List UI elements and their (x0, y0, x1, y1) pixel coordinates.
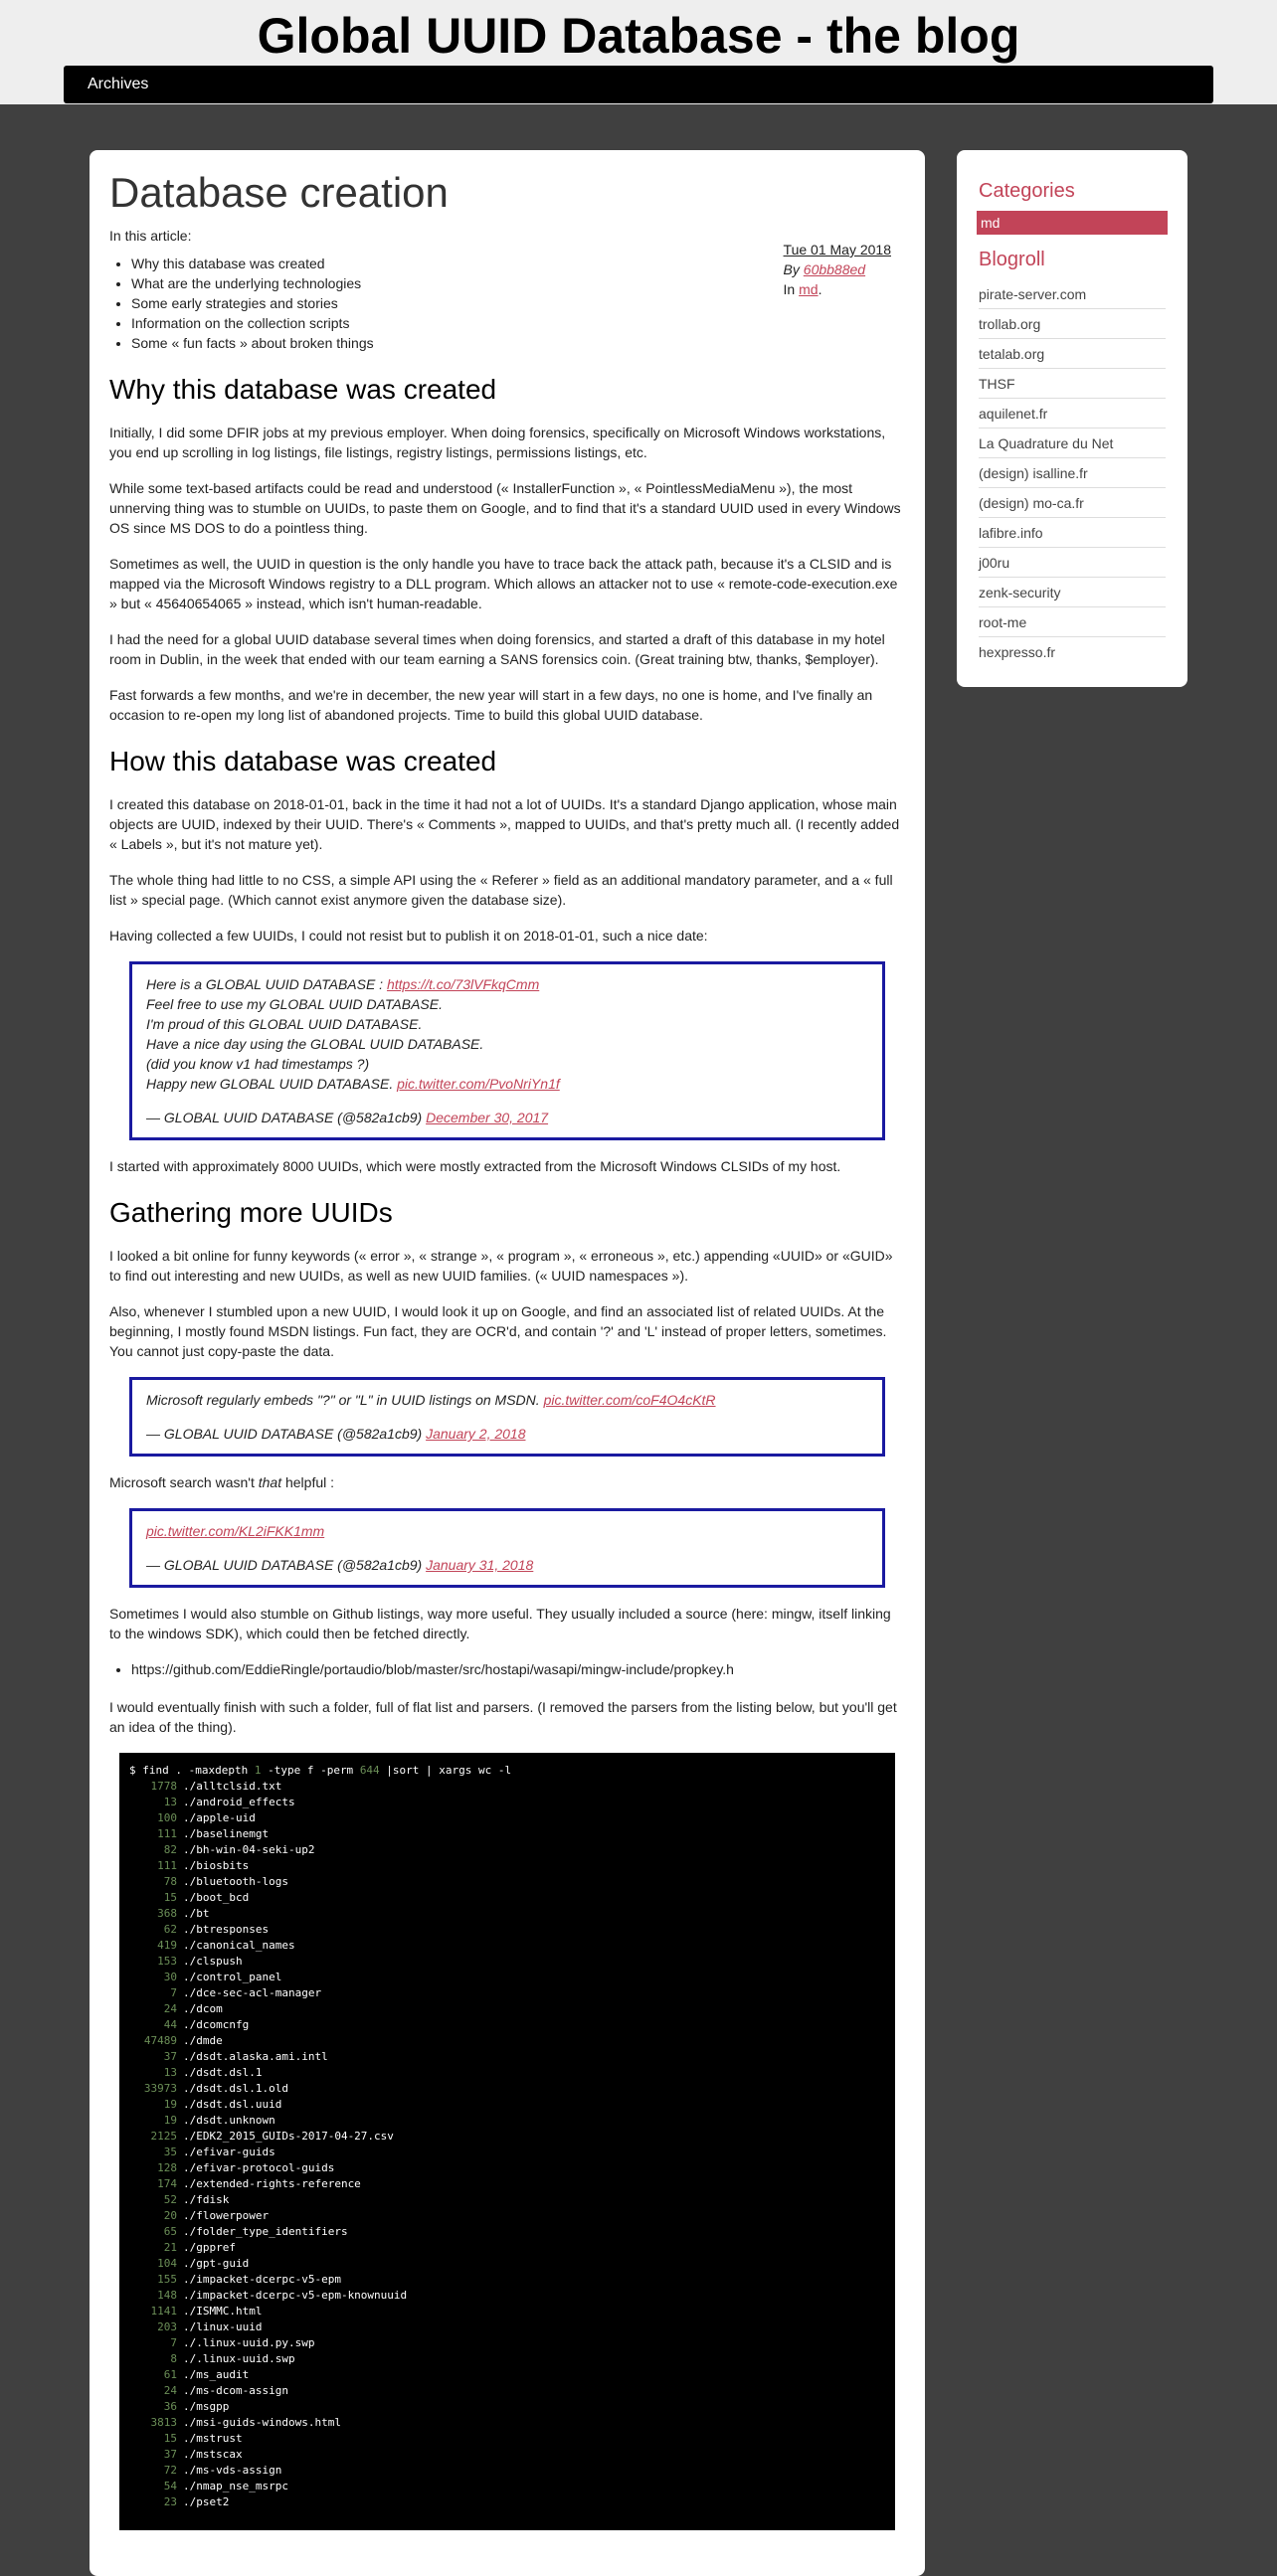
paragraph: I created this database on 2018-01-01, back in the time it had not a lot of UUIDs. It's a standard Django application, whose main objects are UUID, indexed by their UUID. There's « Comments », mapped to UUIDs, and that's pretty much all. (I recently added « Labels », but it's not mature yet). (109, 796, 900, 852)
code-line-file: ./fdisk (183, 2193, 230, 2206)
text: Microsoft search wasn't (109, 1474, 259, 1490)
code-line (129, 1955, 243, 1968)
code-line (129, 2495, 229, 2508)
tweet-line: Feel free to use my GLOBAL UUID DATABASE. (146, 996, 443, 1012)
code-line (129, 1923, 269, 1936)
tweet-text: Here is a GLOBAL UUID DATABASE : (146, 976, 387, 992)
code-line-count: 47489 (143, 2034, 177, 2047)
code-line (129, 2384, 288, 2397)
code-line-count: 7 (170, 2336, 177, 2349)
code-line-file: ./biosbits (183, 1859, 250, 1872)
code-line-count: 1141 (150, 2305, 177, 2318)
site-header (0, 0, 1277, 104)
toc-item: • Information on the collection scripts (131, 313, 905, 333)
paragraph: Fast forwards a few months, and we're in december, the new year will start in a few days, no one is home, and I've finally an occasion to re-open my long list of abandoned projects. Time to build this global UUID database. (109, 687, 873, 723)
code-line-file: ./dsdt.dsl.1 (183, 2066, 263, 2079)
code-line (129, 2098, 281, 2111)
code-line-count: 72 (163, 2464, 177, 2477)
code-line (129, 1891, 249, 1904)
code-line-count: 148 (157, 2289, 177, 2302)
code-line-file: ./ms-vds-assign (183, 2464, 282, 2477)
in-label: In (783, 281, 796, 297)
code-line-file: ./bt (183, 1907, 210, 1920)
code-line-file: ./linux-uuid (183, 2320, 263, 2333)
blogroll-item[interactable]: (design) isalline.fr (979, 458, 1166, 488)
paragraph: I had the need for a global UUID database several times when doing forensics, and started a draft of this database in my hotel room in Dublin, in the week that ended with our team earning a SANS forensics coin. (Great training btw, thanks, $employer). (109, 631, 885, 667)
code-line-count: 36 (163, 2400, 177, 2413)
code-line-file: ./EDK2_2015_GUIDs-2017-04-27.csv (183, 2130, 394, 2143)
code-line-file: ./efivar-guids (183, 2146, 275, 2158)
paragraph: Initially, I did some DFIR jobs at my previous employer. When doing forensics, specifically on Microsoft Windows workstations, you end up scrolling in log listings, file listings, registry listings, permissions listings, etc. (109, 425, 886, 460)
toc-item: • Some « fun facts » about broken things (131, 333, 905, 353)
paragraph: Also, whenever I stumbled upon a new UUID, I would look it up on Google, and find an associated list of related UUIDs. At the beginning, I mostly found MSDN listings. Fun fact, they are OCR'd, and contain '?' and 'L' instead of proper letters, sometimes. You cannot just copy-paste the data. (109, 1303, 887, 1359)
tweet-text: Happy new GLOBAL UUID DATABASE. (146, 1076, 398, 1092)
toc-item: • What are the underlying technologies (131, 273, 905, 293)
code-line-file: ./dce-sec-acl-manager (183, 1986, 322, 1999)
tweet-link[interactable]: https://t.co/73lVFkqCmm (386, 976, 540, 992)
tweet-pic-link[interactable]: pic.twitter.com/PvoNriYn1f (397, 1076, 560, 1092)
blogroll-item[interactable]: hexpresso.fr (979, 644, 1056, 660)
code-line (129, 2257, 249, 2270)
code-line-count: 15 (163, 1891, 177, 1904)
code-line (129, 2432, 243, 2445)
code-line (129, 2305, 262, 2318)
tweet-date-link[interactable]: January 31, 2018 (426, 1557, 534, 1573)
emphasis: that (258, 1474, 282, 1490)
github-link-list (131, 1659, 905, 1679)
category-item-md[interactable]: md (977, 211, 1168, 235)
code-line (129, 1971, 281, 1983)
navbar (64, 66, 1213, 103)
code-line-file: ./nmap_nse_msrpc (183, 2480, 288, 2492)
code-line (129, 2066, 262, 2079)
code-line-file: ./extended-rights-reference (183, 2177, 361, 2190)
tweet-attribution (146, 1555, 868, 1575)
code-line-count: 21 (163, 2241, 177, 2254)
code-line (129, 2002, 223, 2015)
code-line-file: ./impacket-dcerpc-v5-epm (183, 2273, 341, 2286)
paragraph: I would eventually finish with such a folder, full of flat list and parsers. (I removed the parsers from the listing below, but you'll get an idea of the thing). (109, 1699, 897, 1735)
article-category-line: In md. (783, 281, 822, 297)
code-line-count: 52 (163, 2193, 177, 2206)
code-line-count: 54 (163, 2480, 177, 2492)
code-line-count: 2125 (150, 2130, 177, 2143)
code-line-count: 100 (157, 1811, 177, 1824)
code-line-count: 368 (157, 1907, 177, 1920)
code-line (129, 2416, 341, 2429)
code-line-file: ./msi-guids-windows.html (183, 2416, 341, 2429)
code-line-file: ./.linux-uuid.swp (183, 2352, 295, 2365)
heading-how: How this database was created (109, 746, 497, 776)
code-line-file: ./boot_bcd (183, 1891, 250, 1904)
code-line-count: 3813 (150, 2416, 177, 2429)
code-line (129, 1811, 256, 1824)
tweet-pic-link[interactable]: pic.twitter.com/KL2iFKK1mm (146, 1523, 325, 1539)
code-line-count: 203 (157, 2320, 177, 2333)
heading-gather: Gathering more UUIDs (109, 1197, 393, 1228)
code-line-count: 82 (163, 1843, 177, 1856)
tweet-embed (129, 1508, 885, 1588)
code-line (129, 1907, 210, 1920)
code-line-file: ./gppref (183, 2241, 236, 2254)
code-line-count: 19 (163, 2114, 177, 2127)
category-link[interactable]: md (799, 281, 819, 297)
tweet-line: Have a nice day using the GLOBAL UUID DATABASE. (146, 1036, 484, 1052)
code-line-count: 23 (163, 2495, 177, 2508)
code-line-file: ./ms_audit (183, 2368, 250, 2381)
blogroll-item[interactable]: trollab.org (979, 309, 1166, 339)
code-line (129, 2161, 334, 2174)
code-block (119, 1753, 895, 2530)
code-line (129, 1827, 269, 1840)
paragraph: While some text-based artifacts could be read and understood (« InstallerFunction », « PointlessMediaMenu »), the most unnerving thing was to stumble on UUIDs, to paste them on Google, and to find that it's a standard UUID used in every Windows OS since MS DOS to do a pointless thing. (109, 480, 901, 536)
code-line (129, 2480, 288, 2492)
code-line (129, 2352, 295, 2365)
code-line-file: ./dmde (183, 2034, 223, 2047)
tweet-date-link[interactable]: December 30, 2017 (426, 1110, 549, 1125)
code-line (129, 2114, 275, 2127)
code-line-count: 24 (163, 2384, 177, 2397)
code-line-file: ./dsdt.dsl.1.old (183, 2082, 288, 2095)
code-line-file: ./clspush (183, 1955, 243, 1968)
code-line-file: ./alltclsid.txt (183, 1780, 282, 1793)
code-line (129, 2018, 249, 2031)
tweet-embed (129, 1377, 885, 1457)
paragraph: The whole thing had little to no CSS, a simple API using the « Referer » field as an additional mandatory parameter, and a « full list » special page. (Which cannot exist anymore given the database size). (109, 872, 893, 908)
nav-archives-link[interactable]: Archives (88, 76, 149, 92)
tweet-embed (129, 961, 885, 1140)
code-line (129, 2050, 328, 2063)
code-line (129, 1875, 288, 1888)
code-line-count: 19 (163, 2098, 177, 2111)
code-line-count: 128 (157, 2161, 177, 2174)
by-label: By (783, 261, 800, 277)
code-line-file: ./dsdt.alaska.ami.intl (183, 2050, 328, 2063)
code-line-file: ./pset2 (183, 2495, 230, 2508)
code-text: |sort | xargs wc -l (379, 1764, 512, 1777)
code-line-count: 37 (163, 2448, 177, 2461)
code-line-count: 419 (157, 1939, 177, 1952)
tweet-line (146, 1390, 868, 1410)
code-line-file: ./mstscax (183, 2448, 243, 2461)
code-line-count: 7 (170, 1986, 177, 1999)
code-line-count: 30 (163, 1971, 177, 1983)
code-line (129, 1843, 314, 1856)
code-line (129, 1796, 295, 1808)
code-line (129, 1986, 321, 1999)
code-line (129, 1859, 249, 1872)
code-line (129, 2464, 281, 2477)
code-line (129, 2209, 269, 2222)
blogroll-heading: Blogroll (979, 249, 1045, 270)
code-line-count: 13 (163, 1796, 177, 1808)
tweet-line: (did you know v1 had timestamps ?) (146, 1056, 370, 1072)
blogroll-item[interactable]: La Quadrature du Net (979, 429, 1166, 458)
toc-item: • Some early strategies and stories (131, 293, 905, 313)
code-line (129, 2241, 236, 2254)
code-line-count: 20 (163, 2209, 177, 2222)
paragraph: Sometimes I would also stumble on Github listings, way more useful. They usually included a source (here: mingw, itself linking to the windows SDK), which could then be fetched directly. (109, 1606, 891, 1641)
paragraph: Sometimes as well, the UUID in question is the only handle you have to trace back the attack path, because it's a CLSID and is mapped via the Microsoft Windows registry to a DLL program. Which allows an attacker not to use « remote-code-execution.exe » but « 45640654065 » instead, which isn't human-readable. (109, 556, 898, 611)
code-line-count: 111 (157, 1827, 177, 1840)
code-line-count: 174 (157, 2177, 177, 2190)
paragraph (109, 1472, 905, 1492)
tweet-attribution (146, 1108, 868, 1127)
code-line-file: ./dsdt.dsl.uuid (183, 2098, 282, 2111)
code-line (129, 1780, 281, 1793)
tweet-line (146, 1074, 868, 1094)
code-line-file: ./android_effects (183, 1796, 295, 1808)
tweet-pic-link[interactable]: pic.twitter.com/coF4O4cKtR (543, 1392, 716, 1408)
code-line-count: 61 (163, 2368, 177, 2381)
code-line (129, 2146, 275, 2158)
code-text: -type f -perm (261, 1764, 360, 1777)
code-line-count: 78 (163, 1875, 177, 1888)
code-line-count: 65 (163, 2225, 177, 2238)
tweet-author: — GLOBAL UUID DATABASE (@582a1cb9) (146, 1557, 427, 1573)
code-line-file: ./folder_type_identifiers (183, 2225, 348, 2238)
code-line-count: 33973 (143, 2082, 177, 2095)
code-line-count: 35 (163, 2146, 177, 2158)
code-line (129, 2320, 262, 2333)
code-line (129, 2193, 229, 2206)
paragraph: I looked a bit online for funny keywords (« error », « strange », « program », « erroneous », etc.) appending «UUID» or «GUID» to find out interesting and new UUIDs, as well as new UUID families. (« UUID namespaces »). (109, 1248, 893, 1284)
github-link-item: • https://github.com/EddieRingle/portaudio/blob/master/src/hostapi/wasapi/mingw-include/propkey.h (131, 1659, 905, 1679)
article-date: Tue 01 May 2018 (783, 242, 891, 258)
blogroll-item[interactable]: j00ru (979, 548, 1166, 578)
code-line-file: ./baselinemgt (183, 1827, 270, 1840)
code-line-file: ./canonical_names (183, 1939, 295, 1952)
blogroll-item[interactable]: lafibre.info (979, 518, 1166, 548)
tweet-line (146, 974, 868, 994)
blogroll-item[interactable]: pirate-server.com (979, 279, 1166, 309)
code-line (129, 2448, 243, 2461)
code-line (129, 2336, 314, 2349)
blogroll-item[interactable]: (design) mo-ca.fr (979, 488, 1166, 518)
code-line-file: ./dcom (183, 2002, 223, 2015)
toc-intro: In this article: (109, 228, 192, 244)
code-line-count: 13 (163, 2066, 177, 2079)
code-line-file: ./.linux-uuid.py.swp (183, 2336, 315, 2349)
sidebar (957, 150, 1187, 687)
tweet-line: I'm proud of this GLOBAL UUID DATABASE. (146, 1016, 423, 1032)
code-line (129, 2273, 341, 2286)
text: helpful : (281, 1474, 335, 1490)
code-line-file: ./dsdt.unknown (183, 2114, 275, 2127)
blogroll-item[interactable]: tetalab.org (979, 339, 1166, 369)
site-title[interactable]: Global UUID Database - the blog (257, 8, 1020, 64)
article-title[interactable]: Database creation (109, 169, 449, 216)
code-line (129, 2034, 223, 2047)
code-line-count: 24 (163, 2002, 177, 2015)
code-line-file: ./impacket-dcerpc-v5-epm-knownuuid (183, 2289, 408, 2302)
tweet-line (146, 1521, 868, 1541)
code-line-count: 37 (163, 2050, 177, 2063)
author-link[interactable]: 60bb88ed (803, 261, 866, 277)
code-line-file: ./gpt-guid (183, 2257, 250, 2270)
code-line-file: ./mstrust (183, 2432, 243, 2445)
code-number: 1 (254, 1764, 262, 1777)
blogroll-item[interactable]: THSF (979, 369, 1166, 399)
blogroll-item[interactable]: zenk-security (979, 578, 1166, 607)
code-line-count: 153 (157, 1955, 177, 1968)
code-line-count: 111 (157, 1859, 177, 1872)
paragraph: I started with approximately 8000 UUIDs, which were mostly extracted from the Microsoft Windows CLSIDs of my host. (109, 1158, 841, 1174)
blogroll-item[interactable]: root-me (979, 607, 1166, 637)
article-author-line (784, 259, 891, 279)
code-line-file: ./msgpp (183, 2400, 230, 2413)
code-line (129, 2368, 249, 2381)
code-line (129, 2130, 394, 2143)
code-line (129, 2225, 348, 2238)
tweet-author: — GLOBAL UUID DATABASE (@582a1cb9) (146, 1110, 427, 1125)
code-line-file: ./bh-win-04-seki-up2 (183, 1843, 315, 1856)
code-line (129, 2289, 407, 2302)
code-line-file: ./bluetooth-logs (183, 1875, 288, 1888)
article-meta (784, 240, 891, 299)
code-line-file: ./apple-uid (183, 1811, 256, 1824)
code-number: 644 (359, 1764, 380, 1777)
heading-why: Why this database was created (109, 374, 497, 405)
code-line-count: 62 (163, 1923, 177, 1936)
code-line-file: ./ISMMC.html (183, 2305, 263, 2318)
code-line (129, 1939, 295, 1952)
code-line (129, 2082, 288, 2095)
code-line-count: 1778 (150, 1780, 177, 1793)
code-line-count: 155 (157, 2273, 177, 2286)
code-line-count: 8 (170, 2352, 177, 2365)
paragraph: Having collected a few UUIDs, I could not resist but to publish it on 2018-01-01, such a nice date: (109, 928, 708, 944)
code-line-count: 15 (163, 2432, 177, 2445)
toc-item: • Why this database was created (131, 254, 905, 273)
code-line-file: ./flowerpower (183, 2209, 270, 2222)
code-rows (129, 1780, 407, 2508)
code-line (129, 2400, 229, 2413)
code-line-file: ./ms-dcom-assign (183, 2384, 288, 2397)
article (90, 150, 925, 2576)
tweet-text: Microsoft regularly embeds "?" or "L" in UUID listings on MSDN. (146, 1392, 544, 1408)
code-line-count: 44 (163, 2018, 177, 2031)
code-line-file: ./dcomcnfg (183, 2018, 250, 2031)
tweet-attribution (146, 1424, 868, 1444)
tweet-date-link[interactable]: January 2, 2018 (426, 1426, 526, 1442)
categories-heading: Categories (979, 180, 1075, 202)
code-line (129, 2177, 361, 2190)
code-command (129, 1764, 511, 1777)
code-line-count: 104 (157, 2257, 177, 2270)
code-line-file: ./control_panel (183, 1971, 282, 1983)
blogroll-list (979, 279, 1166, 666)
tweet-author: — GLOBAL UUID DATABASE (@582a1cb9) (146, 1426, 427, 1442)
blogroll-item[interactable]: aquilenet.fr (979, 399, 1166, 429)
code-text: $ find . -maxdepth (129, 1764, 255, 1777)
code-line-file: ./efivar-protocol-guids (183, 2161, 335, 2174)
code-line-file: ./btresponses (183, 1923, 270, 1936)
